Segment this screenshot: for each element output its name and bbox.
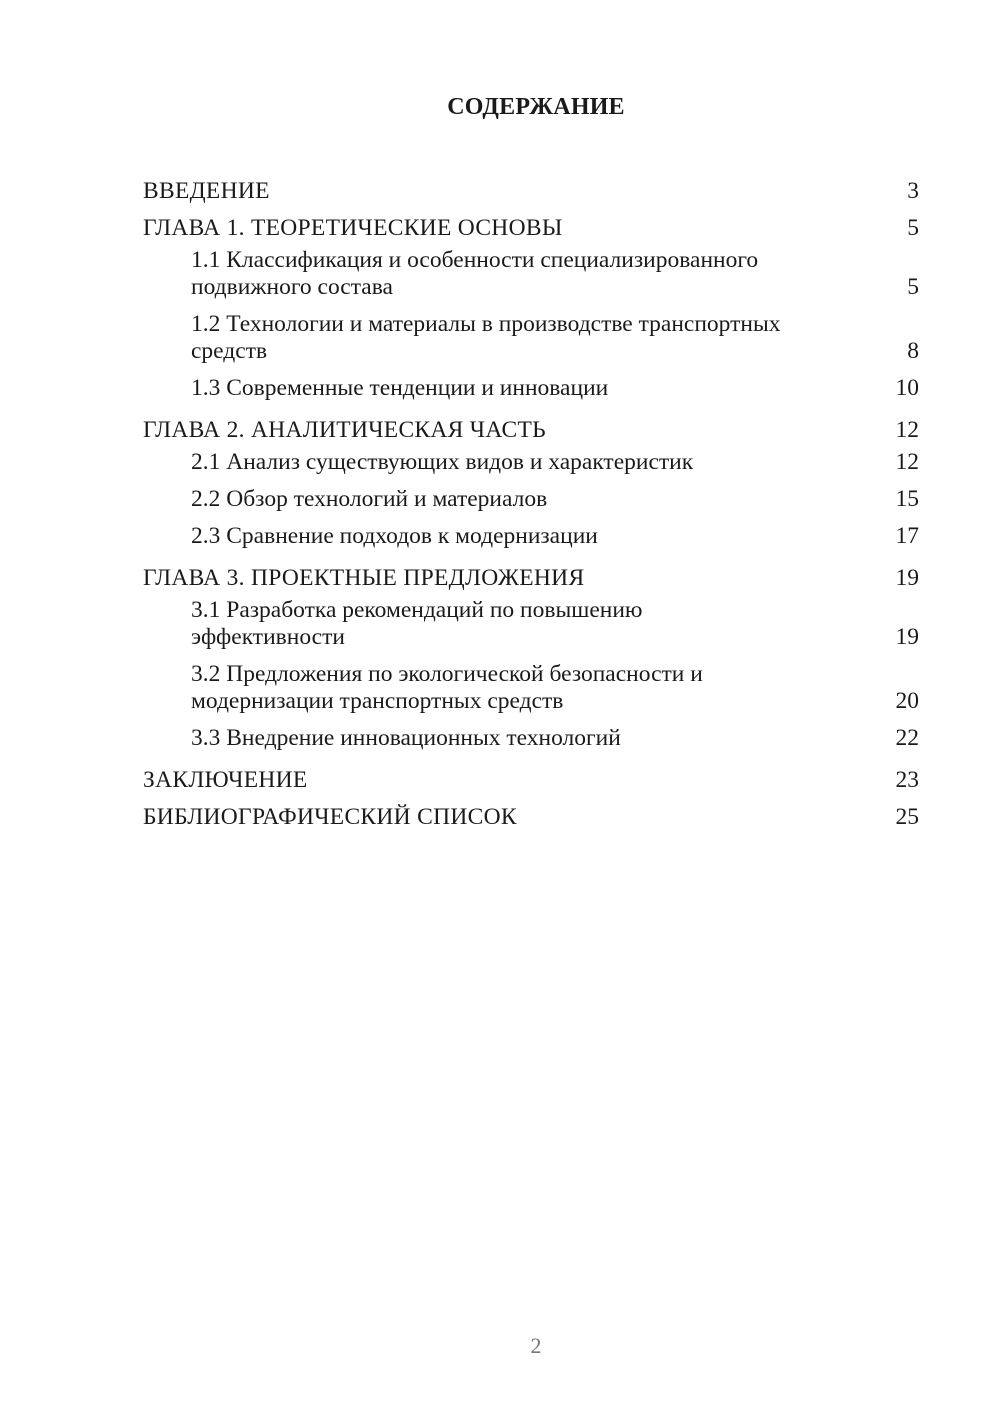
toc-entry-section-3-3[interactable] [143, 720, 919, 757]
toc-entry-section-3-1[interactable] [143, 592, 919, 656]
toc-entry-label: 2.1 Анализ существующих видов и характеристик [191, 449, 694, 475]
toc-entry-page: 25 [895, 804, 919, 830]
toc-entry-page: 12 [895, 417, 919, 443]
toc-entry-conclusion[interactable] [143, 757, 919, 794]
toc-entry-page: 15 [895, 486, 919, 512]
toc-entry-label: 1.1 Классификация и особенности специализированного подвижного состава [191, 247, 759, 300]
toc-entry-section-1-2[interactable] [143, 306, 919, 370]
toc-entry-label: 2.2 Обзор технологий и материалов [191, 486, 548, 512]
toc-entry-section-2-3[interactable] [143, 518, 919, 555]
toc-entry-page: 10 [895, 375, 919, 401]
toc-entry-label: ГЛАВА 3. ПРОЕКТНЫЕ ПРЕДЛОЖЕНИЯ [143, 565, 585, 591]
toc-entry-page: 3 [907, 178, 919, 204]
toc-entry-page: 22 [895, 725, 919, 751]
toc-entry-page: 17 [895, 523, 919, 549]
toc-entry-page: 19 [895, 624, 919, 650]
toc-entry-page: 8 [907, 338, 919, 364]
toc-entry-section-1-3[interactable] [143, 370, 919, 407]
toc-entry-page: 12 [895, 449, 919, 475]
page-number: 2 [530, 1333, 542, 1358]
toc-entry-section-2-2[interactable] [143, 481, 919, 518]
table-of-contents [143, 168, 919, 831]
toc-entry-section-3-2[interactable] [143, 656, 919, 720]
toc-entry-label: ЗАКЛЮЧЕНИЕ [143, 767, 308, 793]
toc-entry-page: 20 [895, 688, 919, 714]
toc-entry-chapter-3[interactable] [143, 555, 919, 592]
toc-entry-bibliography[interactable] [143, 794, 919, 831]
toc-entry-label: 3.2 Предложения по экологической безопасности и модернизации транспортных средств [191, 661, 703, 714]
toc-entry-page: 5 [907, 215, 919, 241]
toc-entry-label: 1.3 Современные тенденции и инновации [191, 375, 609, 401]
toc-entry-section-1-1[interactable] [143, 242, 919, 306]
toc-entry-chapter-2[interactable] [143, 407, 919, 444]
toc-entry-chapter-1[interactable] [143, 205, 919, 242]
toc-entry-label: ГЛАВА 1. ТЕОРЕТИЧЕСКИЕ ОСНОВЫ [143, 215, 563, 241]
toc-entry-introduction[interactable] [143, 168, 919, 205]
toc-entry-label: 2.3 Сравнение подходов к модернизации [191, 523, 598, 549]
toc-entry-page: 5 [907, 274, 919, 300]
toc-entry-label: ВВЕДЕНИЕ [143, 178, 270, 204]
toc-entry-label: 1.2 Технологии и материалы в производстве транспортных средств [191, 311, 781, 364]
toc-entry-label: БИБЛИОГРАФИЧЕСКИЙ СПИСОК [143, 804, 517, 830]
toc-entry-label: ГЛАВА 2. АНАЛИТИЧЕСКАЯ ЧАСТЬ [143, 417, 546, 443]
toc-entry-label: 3.1 Разработка рекомендаций по повышению эффективности [191, 597, 643, 650]
page-title: СОДЕРЖАНИЕ [447, 94, 625, 120]
toc-entry-label: 3.3 Внедрение инновационных технологий [191, 725, 621, 751]
toc-entry-page: 19 [895, 565, 919, 591]
toc-entry-page: 23 [895, 767, 919, 793]
toc-entry-section-2-1[interactable] [143, 444, 919, 481]
